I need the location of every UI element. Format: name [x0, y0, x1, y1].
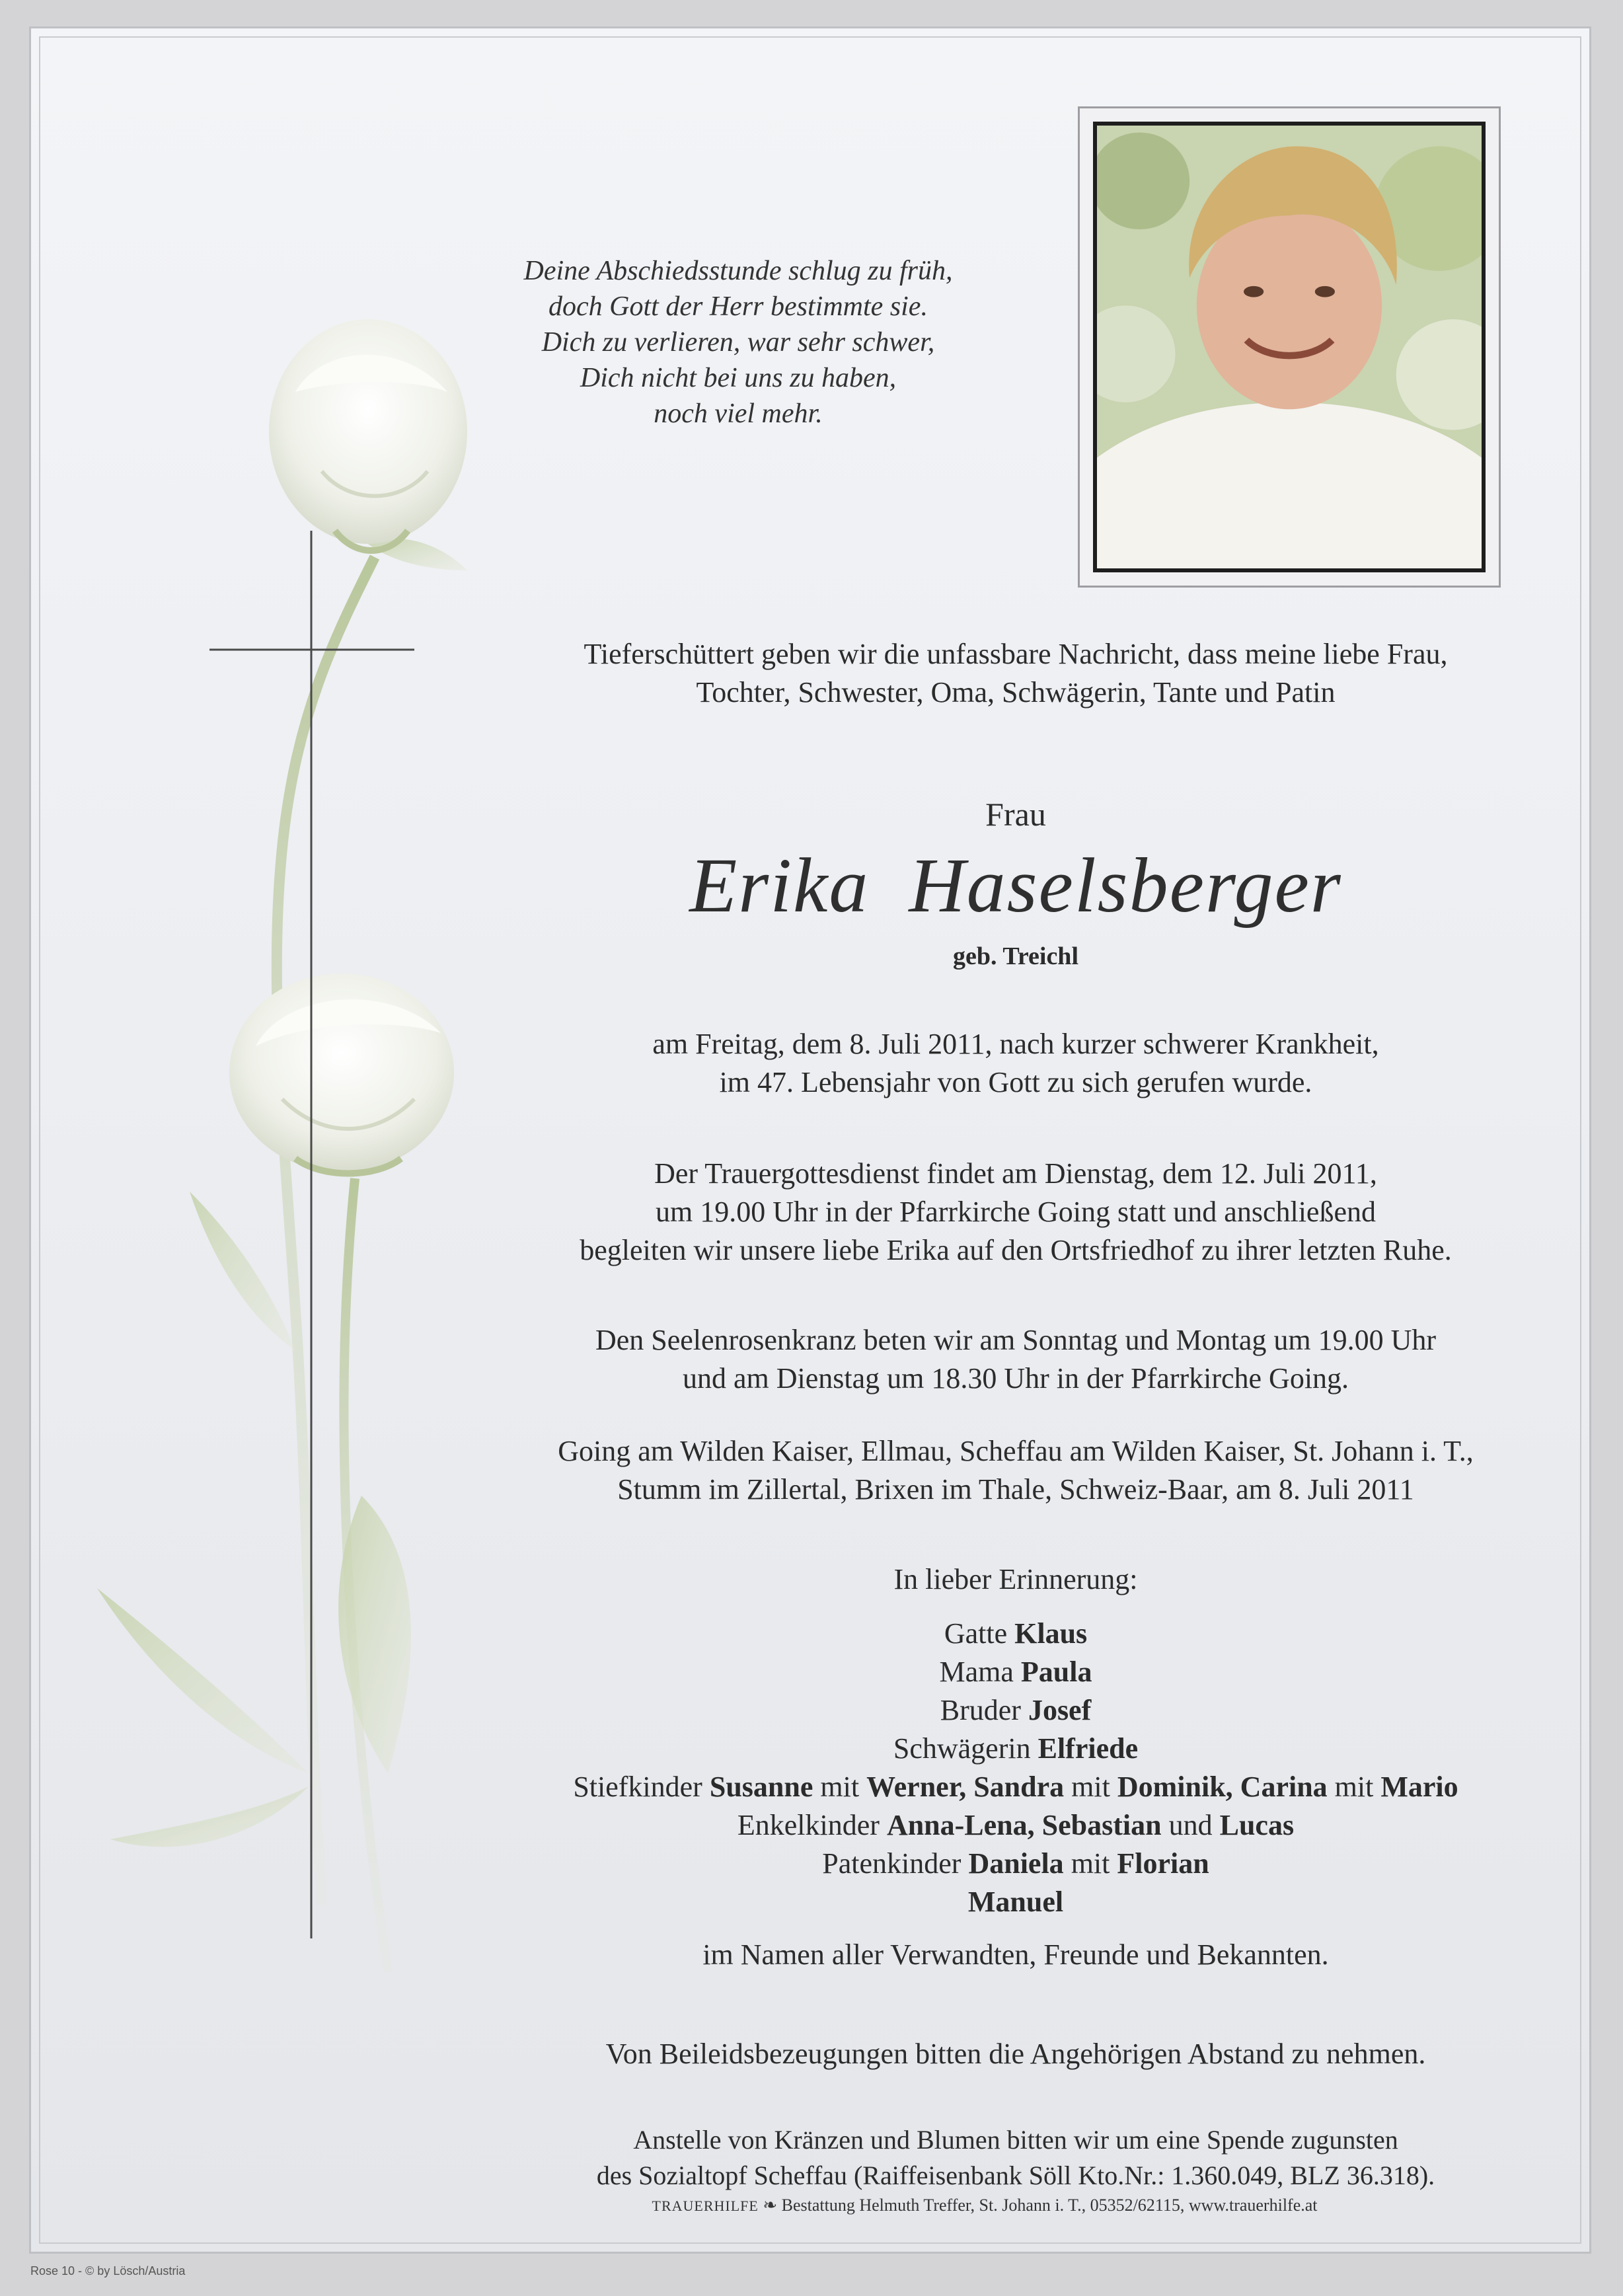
design-credit: Rose 10 - © by Lösch/Austria — [30, 2264, 186, 2277]
service-line: Der Trauergottesdienst findet am Dienstag, dem 12. Juli 2011, — [654, 1157, 1377, 1190]
funeral-home-footer — [416, 2196, 1553, 2215]
quote-line: Deine Abschiedsstunde schlug zu früh, — [523, 256, 953, 286]
family-row: Mama Paula — [939, 1656, 1092, 1688]
family-row: Schwägerin Elfriede — [893, 1732, 1139, 1765]
family-row: Enkelkinder Anna-Lena, Sebastian und Lucas — [737, 1809, 1295, 1841]
family-row: Stiefkinder Susanne mit Werner, Sandra mit Dominik, Carina mit Mario — [573, 1771, 1458, 1803]
funeral-service — [447, 1155, 1584, 1270]
intro-line: Tieferschüttert geben wir die unfassbare Nachricht, dass meine liebe Frau, — [584, 638, 1448, 670]
footer-text: Bestattung Helmuth Treffer, St. Johann i. T., 05352/62115, www.trauerhilfe.at — [781, 2196, 1318, 2215]
donation-line: Anstelle von Kränzen und Blumen bitten wir um eine Spende zugunsten — [633, 2125, 1398, 2155]
family-row: Gatte Klaus — [944, 1617, 1088, 1650]
salutation: Frau — [985, 796, 1046, 833]
lower-rose — [229, 974, 454, 1174]
top-rose — [269, 319, 467, 551]
obituary-sheet — [29, 26, 1591, 2254]
quote-line: doch Gott der Herr bestimmte sie. — [548, 291, 928, 322]
memorial-quote — [441, 253, 1036, 432]
condolence-request: Von Beileidsbezeugungen bitten die Angehörigen Abstand zu nehmen. — [605, 2038, 1426, 2070]
intro-line: Tochter, Schwester, Oma, Schwägerin, Tante und Patin — [696, 676, 1336, 708]
deceased-name — [447, 843, 1584, 929]
rosary-notice — [447, 1321, 1584, 1398]
family-row: Bruder Josef — [940, 1694, 1092, 1726]
footer-logo-icon: ❧ — [763, 2196, 778, 2215]
intro-text — [447, 635, 1584, 712]
relatives-line: im Namen aller Verwandten, Freunde und Bekannten. — [702, 1938, 1329, 1971]
footer-brand: TRAUERHILFE — [652, 2198, 759, 2214]
rosary-line: Den Seelenrosenkranz beten wir am Sonntag und Montag um 19.00 Uhr — [595, 1324, 1437, 1356]
donation-line: des Sozialtopf Scheffau (Raiffeisenbank Söll Kto.Nr.: 1.360.049, BLZ 36.318). — [596, 2161, 1435, 2190]
donation-request — [447, 2122, 1584, 2194]
family-row: Manuel — [967, 1886, 1064, 1918]
portrait-photo — [1093, 122, 1486, 572]
first-name: Erika — [689, 842, 870, 929]
quote-line: Dich nicht bei uns zu haben, — [580, 363, 897, 393]
family-row: Patenkinder Daniela mit Florian — [822, 1847, 1209, 1880]
places-line: Stumm im Zillertal, Brixen im Thale, Schweiz-Baar, am 8. Juli 2011 — [617, 1473, 1414, 1506]
service-line: begleiten wir unsere liebe Erika auf den Ortsfriedhof zu ihrer letzten Ruhe. — [580, 1234, 1452, 1266]
quote-line: noch viel mehr. — [654, 399, 823, 429]
rosary-line: und am Dienstag um 18.30 Uhr in der Pfarrkirche Going. — [682, 1362, 1349, 1395]
memory-heading: In lieber Erinnerung: — [893, 1563, 1138, 1595]
death-notice — [447, 1025, 1584, 1102]
portrait-frame — [1078, 106, 1501, 588]
places-and-date — [447, 1432, 1584, 1509]
places-line: Going am Wilden Kaiser, Ellmau, Scheffau am Wilden Kaiser, St. Johann i. T., — [558, 1435, 1474, 1467]
family-list — [447, 1615, 1584, 1921]
service-line: um 19.00 Uhr in der Pfarrkirche Going statt und anschließend — [656, 1196, 1376, 1228]
death-line: am Freitag, dem 8. Juli 2011, nach kurzer schwerer Krankheit, — [652, 1028, 1379, 1060]
death-line: im 47. Lebensjahr von Gott zu sich gerufen wurde. — [719, 1066, 1312, 1098]
quote-line: Dich zu verlieren, war sehr schwer, — [541, 327, 935, 358]
last-name: Haselsberger — [909, 842, 1342, 929]
maiden-name: geb. Treichl — [953, 942, 1078, 970]
